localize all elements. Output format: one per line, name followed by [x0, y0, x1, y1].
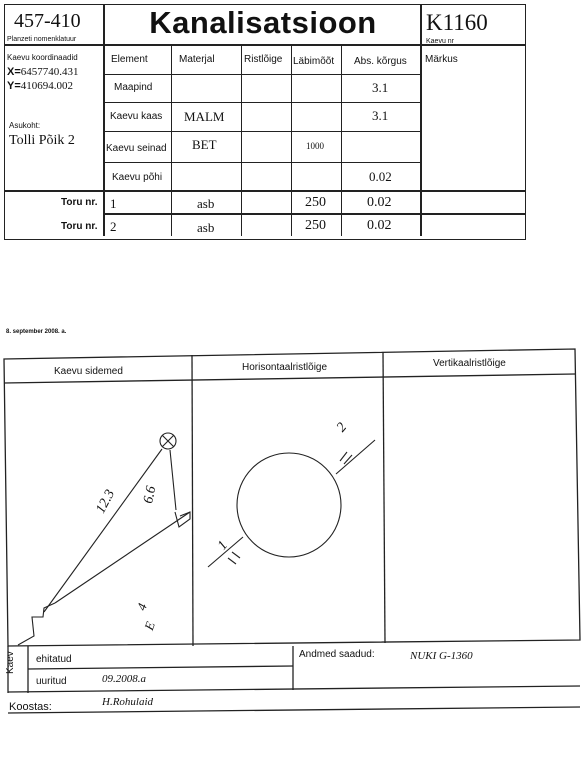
manhole-id: K1160 [426, 10, 488, 35]
data-source-value: NUKI G-1360 [410, 650, 473, 662]
pipe-diameter: 250 [305, 195, 326, 210]
tie-line-long [44, 449, 162, 612]
pipe-elevation: 0.02 [367, 195, 392, 210]
author-label: Koostas: [9, 701, 52, 713]
data-source-label: Andmed saadud: [299, 649, 375, 660]
manhole-circle [237, 453, 341, 557]
col-elevation: Abs. kõrgus [354, 56, 407, 67]
coord-y-value: 410694.002 [20, 80, 74, 92]
col-diameter: Läbimõõt [293, 56, 335, 67]
col-notes: Märkus [425, 54, 458, 65]
page-title: Kanalisatsioon [149, 5, 377, 40]
location-label: Asukoht: [9, 121, 41, 130]
author-value: H.Rohulaid [102, 696, 154, 708]
col-cross-section: Ristlõige [244, 54, 283, 65]
panel-title-horizontal: Horisontaalristlõige [242, 362, 328, 373]
panel-title-ties: Kaevu sidemed [54, 366, 123, 377]
pipe-label: Toru nr. [61, 197, 98, 208]
pipe-elevation: 0.02 [367, 218, 392, 233]
dimension-label: 12.3 [93, 487, 119, 517]
row-element: Kaevu põhi [112, 172, 163, 183]
row-element: Maapind [114, 82, 153, 93]
row-diameter: 1000 [306, 141, 324, 151]
manhole-label: Kaevu nr [426, 38, 455, 45]
tie-line-short [170, 450, 176, 510]
coord-x-label: X= [7, 66, 21, 78]
section-label-vertical: Kaev [5, 651, 16, 674]
pipe-diameter: 250 [305, 218, 326, 233]
row-elevation: 0.02 [369, 169, 392, 184]
surveyed-label: uuritud [36, 676, 67, 687]
pipe-1-label: 1 [215, 538, 232, 554]
building-corner [175, 512, 190, 527]
pipe-number: 2 [110, 219, 117, 234]
print-date: 8. september 2008. a. [6, 329, 67, 335]
dimension-label: 4 [133, 601, 150, 613]
row-elevation: 3.1 [372, 80, 389, 95]
row-element: Kaevu seinad [106, 143, 167, 154]
row-element: Kaevu kaas [110, 111, 163, 122]
surveyed-value: 09.2008.a [102, 673, 146, 685]
coord-x-value: 6457740.431 [20, 66, 79, 78]
pipe-material: asb [197, 220, 215, 235]
building-edge [55, 512, 190, 603]
coord-y-label: Y= [7, 80, 21, 92]
built-label: ehitatud [36, 654, 72, 665]
sheet-number: 457-410 [14, 10, 81, 32]
row-material: BET [192, 137, 217, 152]
dimension-label: 6.6 [141, 484, 160, 506]
pipe-number: 1 [110, 196, 117, 211]
pipe-2-label: 2 [334, 420, 351, 436]
pipe-2-line [336, 440, 375, 474]
pipe-material: asb [197, 196, 215, 211]
sheet-label: Planzeti nomenklatuur [7, 36, 77, 43]
col-material: Materjal [179, 54, 215, 65]
panel-title-vertical: Vertikaalristlõige [433, 358, 506, 369]
cross-section-sketch [208, 440, 375, 567]
building-wall [18, 603, 55, 645]
location-value: Tolli Põik 2 [9, 133, 75, 148]
row-material: MALM [184, 109, 225, 124]
pipe-1-arrow-icon [228, 552, 240, 564]
row-elevation: 3.1 [372, 108, 389, 123]
coordinates-label: Kaevu koordinaadid [7, 53, 78, 62]
dimension-label: E [141, 619, 158, 633]
col-element: Element [111, 54, 148, 65]
pipe-label: Toru nr. [61, 221, 98, 232]
tie-sketch [18, 433, 190, 645]
manhole-cross-icon [162, 435, 174, 447]
